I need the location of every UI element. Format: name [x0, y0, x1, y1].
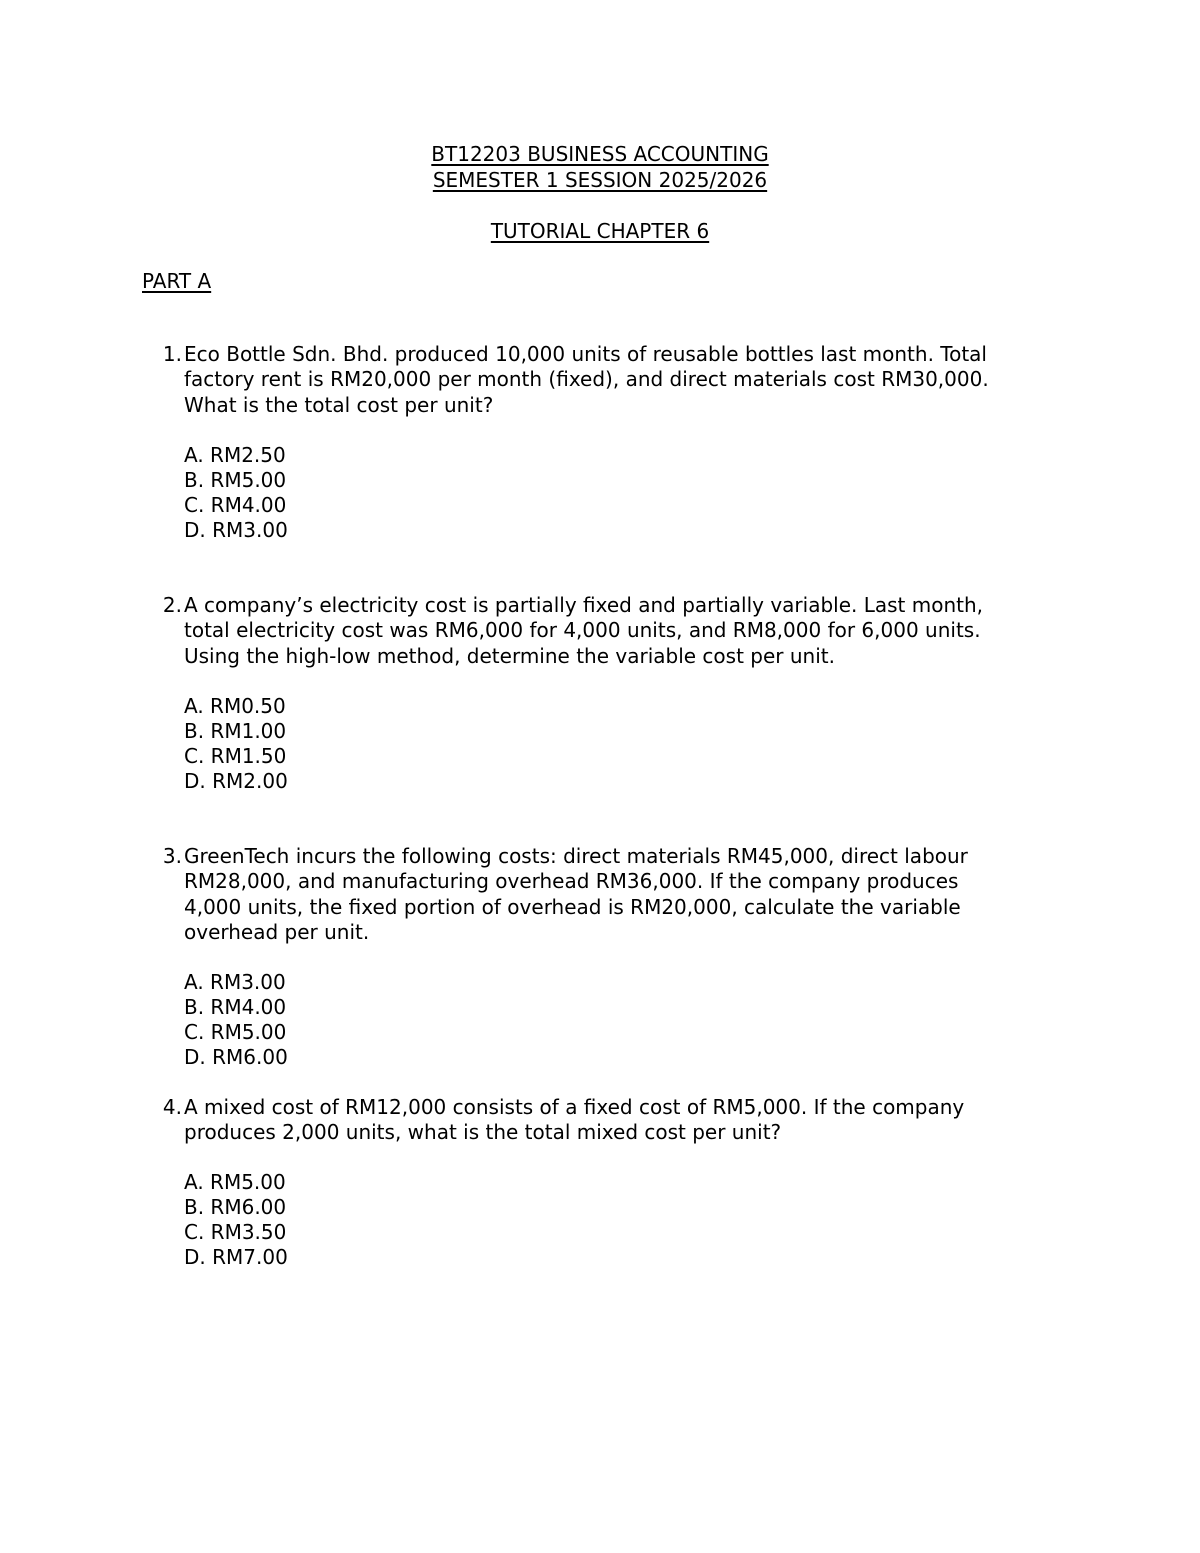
question-text: [184, 844, 1084, 945]
option-a: A. RM5.00: [184, 1170, 286, 1194]
question-line: total electricity cost was RM6,000 for 4,000 units, and RM8,000 for 6,000 units.: [184, 618, 981, 643]
tutorial-title: [0, 218, 1200, 244]
question-line: Eco Bottle Sdn. Bhd. produced 10,000 units of reusable bottles last month. Total: [184, 342, 987, 366]
question-line: GreenTech incurs the following costs: direct materials RM45,000, direct labour: [184, 844, 968, 868]
option-a: A. RM2.50: [184, 443, 286, 467]
question-number: 3.: [162, 844, 182, 868]
question-line: produces 2,000 units, what is the total mixed cost per unit?: [184, 1120, 782, 1145]
question-line: factory rent is RM20,000 per month (fixed), and direct materials cost RM30,000.: [184, 367, 989, 392]
question-line: 4,000 units, the fixed portion of overhead is RM20,000, calculate the variable: [184, 894, 961, 919]
answer-options: [184, 443, 288, 543]
option-d: D. RM7.00: [184, 1245, 288, 1269]
question-line: A company’s electricity cost is partially fixed and partially variable. Last month,: [184, 593, 984, 617]
question-line: Using the high-low method, determine the variable cost per unit.: [184, 643, 835, 668]
question-line: RM28,000, and manufacturing overhead RM36,000. If the company produces: [184, 869, 959, 894]
option-b: B. RM5.00: [184, 468, 287, 492]
semester-title: [0, 167, 1200, 193]
option-d: D. RM6.00: [184, 1045, 288, 1069]
option-c: C. RM4.00: [184, 493, 287, 517]
option-b: B. RM1.00: [184, 719, 287, 743]
option-c: C. RM1.50: [184, 744, 287, 768]
answer-options: [184, 1170, 288, 1270]
question-text: [184, 342, 1084, 418]
part-title: PART A: [142, 269, 212, 293]
question-number: 4.: [162, 1095, 182, 1119]
option-b: B. RM6.00: [184, 1195, 287, 1219]
question-text: [184, 1095, 1084, 1146]
question-number: 1.: [162, 342, 182, 366]
option-d: D. RM3.00: [184, 518, 288, 542]
answer-options: [184, 970, 288, 1070]
option-d: D. RM2.00: [184, 769, 288, 793]
option-a: A. RM3.00: [184, 970, 286, 994]
tutorial-title-text: TUTORIAL CHAPTER 6: [490, 219, 710, 243]
answer-options: [184, 694, 288, 794]
question-number: 2.: [162, 593, 182, 617]
course-title-text: BT12203 BUSINESS ACCOUNTING: [431, 142, 769, 166]
option-c: C. RM3.50: [184, 1220, 287, 1244]
option-c: C. RM5.00: [184, 1020, 287, 1044]
question-text: [184, 593, 1084, 669]
course-title: [0, 141, 1200, 167]
option-b: B. RM4.00: [184, 995, 287, 1019]
question-line: What is the total cost per unit?: [184, 392, 494, 417]
question-line: A mixed cost of RM12,000 consists of a fixed cost of RM5,000. If the company: [184, 1095, 965, 1119]
semester-title-text: SEMESTER 1 SESSION 2025/2026: [432, 168, 768, 192]
question-line: overhead per unit.: [184, 919, 370, 944]
option-a: A. RM0.50: [184, 694, 286, 718]
